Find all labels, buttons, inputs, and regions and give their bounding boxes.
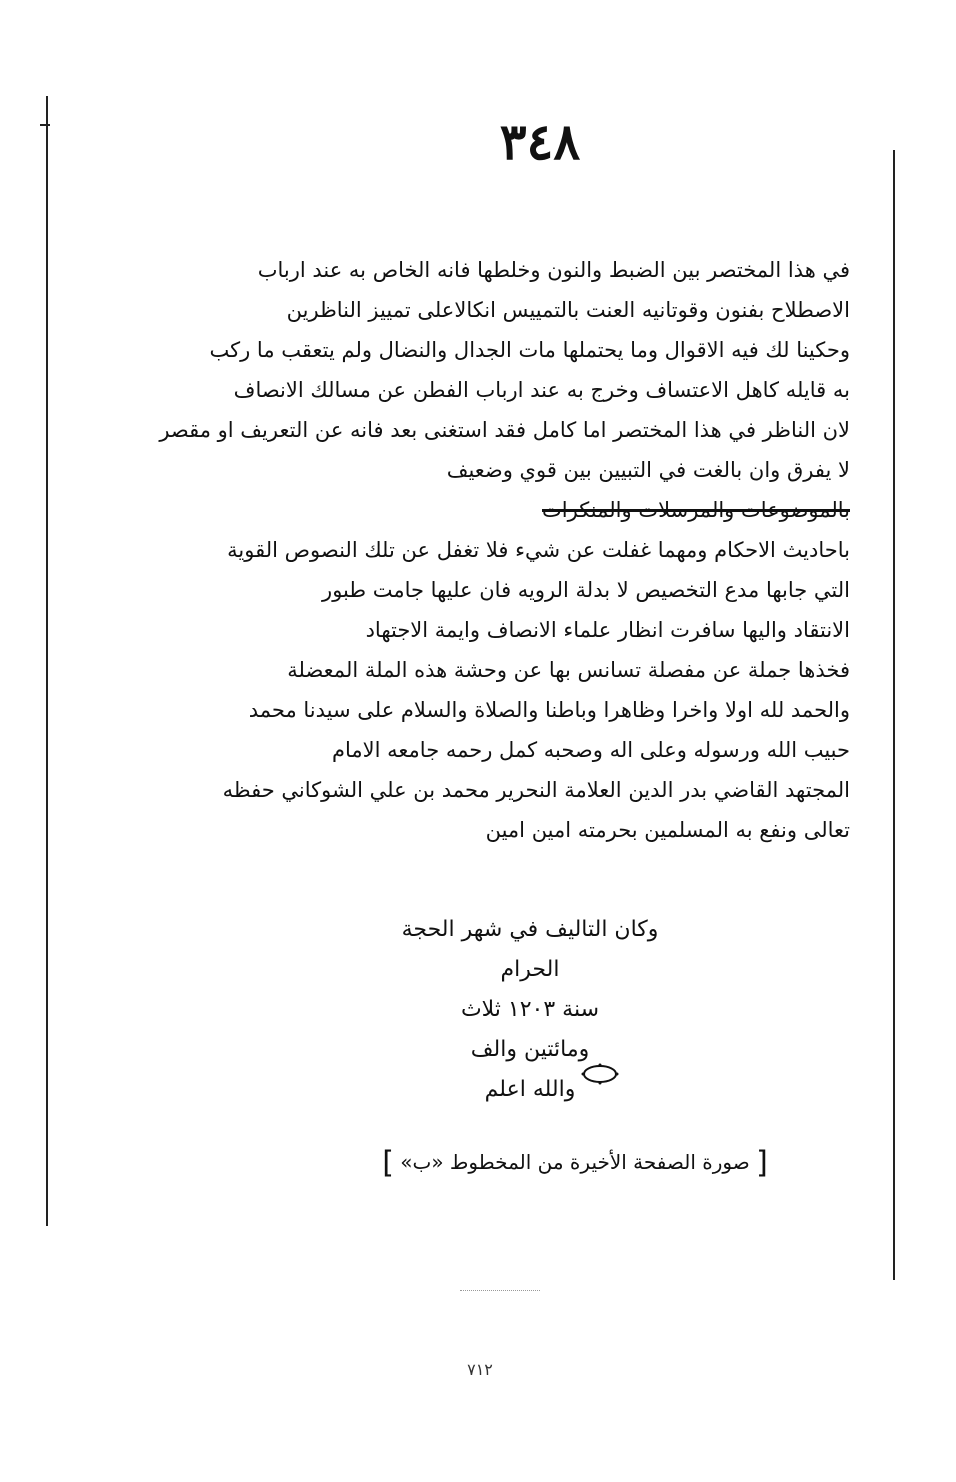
folio-number: ٣٤٨ (499, 112, 581, 171)
left-margin-rule (46, 96, 48, 1226)
colophon-line: وكان التاليف في شهر الحجة الحرام (401, 917, 659, 982)
manuscript-line: تعالى ونفع به المسلمين بحرمته امين امين (485, 818, 850, 842)
manuscript-line: في هذا المختصر بين الضبط والنون وخلطها فانه الخاص به عند ارباب (257, 258, 850, 282)
caption-bracket-open: [ (756, 1145, 768, 1181)
colophon-line: سنة ١٢٠٣ ثلاث (460, 997, 600, 1022)
scan-smudge (460, 1290, 540, 1297)
manuscript-line: التي جابها مدع التخصيص لا بدلة الرويه فان عليها جامت طبور (322, 578, 850, 602)
right-margin-rule (893, 150, 895, 1280)
colophon-line: ومائتين والف (470, 1037, 590, 1062)
caption-text: صورة الصفحة الأخيرة من المخطوط «ب» (400, 1150, 750, 1174)
manuscript-line: الاصطلاح بفنون وقوتانيه العنت بالتمييس انكالاعلى تمييز الناظرين (286, 298, 850, 322)
manuscript-line-struck: بالموضوعات والمرسلات والمنكرات (542, 498, 850, 522)
colophon-line: والله اعلم (484, 1077, 576, 1102)
manuscript-line: فخذها جملة عن مفصلة تسانس بها عن وحشة هذه الملة المعضلة (287, 658, 850, 682)
manuscript-line: به قايله كاهل الاعتساف وخرج به عند ارباب الفطن عن مسالك الانصاف (233, 378, 850, 402)
manuscript-line: وحكينا لك فيه الاقوال وما يحتملها مات الجدال والنضال ولم يتعقب ما ركب (209, 338, 850, 362)
manuscript-line: الانتقاد واليها سافرت انظار علماء الانصاف وايمة الاجتهاد (365, 618, 850, 642)
manuscript-line: حبيب الله ورسوله وعلى اله وصحبه كمل رحمه جامعه الامام (332, 738, 850, 762)
manuscript-line: لا يفرق وان بالغت في التبيين بين قوي وضعيف (446, 458, 850, 482)
page-number: ٧١٢ (467, 1360, 493, 1379)
figure-caption (330, 1140, 820, 1184)
manuscript-line: باحاديث الاحكام ومهما غفلت عن شيء فلا تغفل عن تلك النصوص القوية (227, 538, 850, 562)
manuscript-body (120, 250, 850, 850)
left-margin-tick (40, 124, 50, 126)
manuscript-line: لان الناظر في هذا المختصر اما كامل فقد استغنى بعد فانه عن التعريف او مقصر (159, 418, 850, 442)
caption-bracket-close: ] (382, 1145, 394, 1181)
end-ornament-icon (580, 1062, 620, 1086)
manuscript-line: والحمد لله اولا واخرا وظاهرا وباطنا والصلاة والسلام على سيدنا محمد (248, 698, 850, 722)
manuscript-line: المجتهد القاضي بدر الدين العلامة النحرير محمد بن علي الشوكاني حفظه (222, 778, 850, 802)
colophon (380, 910, 680, 1110)
